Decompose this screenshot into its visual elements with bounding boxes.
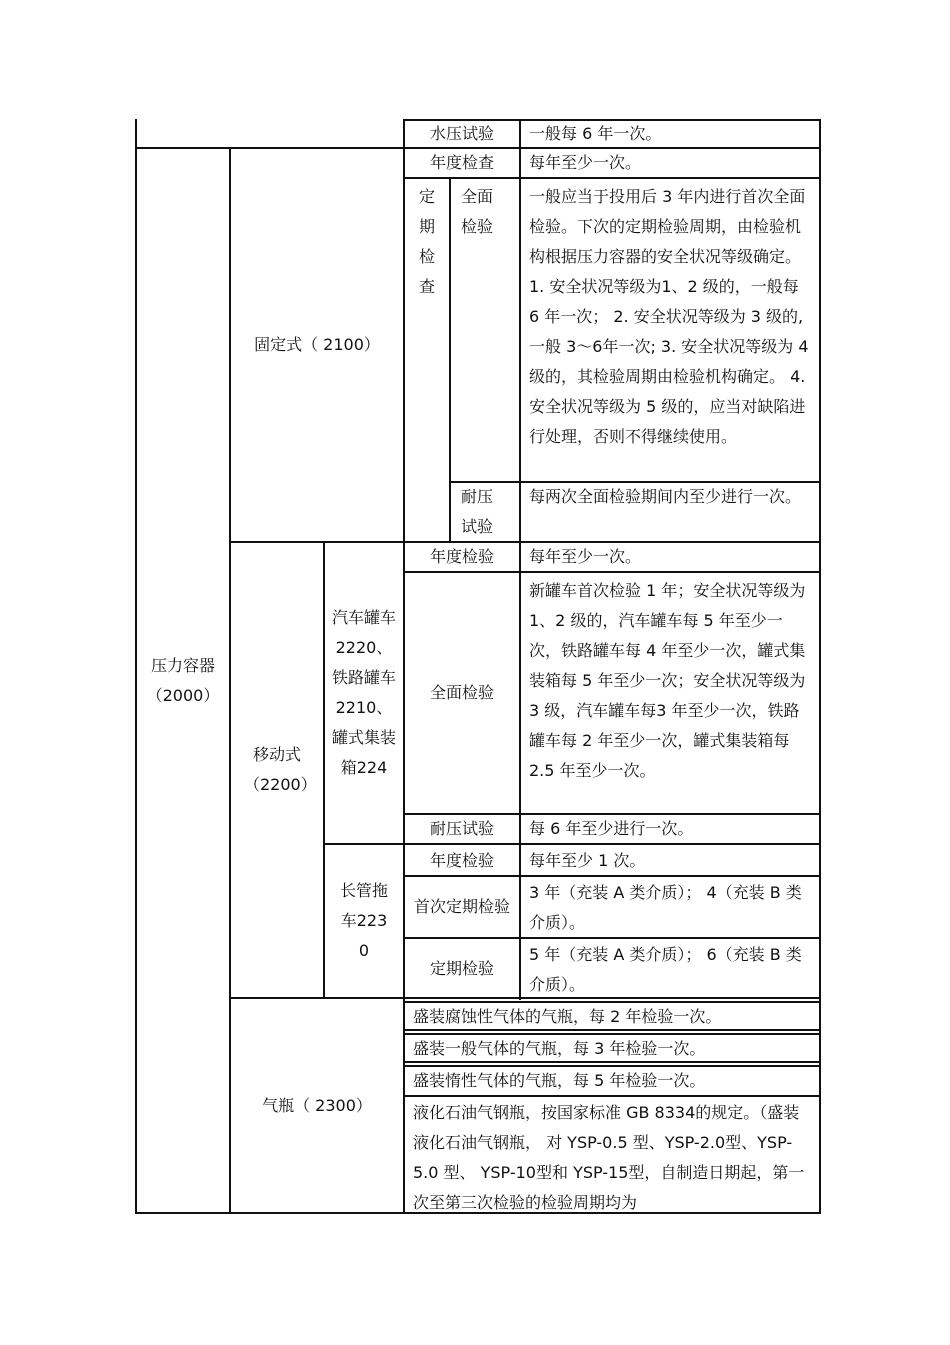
fixed-type-label: 固定式（ 2100） — [254, 335, 380, 354]
grid-line — [403, 813, 821, 815]
period-annual-check: 每年至少一次。 — [529, 153, 642, 172]
cylinder-corrosive: 盛装腐蚀性气体的气瓶，每 2 年检验一次。 — [413, 1007, 722, 1026]
item-hydro-test: 水压试验 — [429, 124, 494, 143]
cylinder-lpg: 液化石油气钢瓶，按国家标准 GB 8334的规定。（盛装液化石油气钢瓶， 对 YSP-0.5 型、YSP-2.0型、YSP-5.0 型、 YSP-10型和 YSP-15型，自制造日期起，第一次至第三次检验的检验周期均为 — [413, 1103, 805, 1212]
grid-line — [229, 148, 231, 1214]
grid-line — [403, 1061, 821, 1063]
period-tanker-pressure: 每 6 年至少进行一次。 — [529, 819, 694, 838]
grid-line — [449, 481, 821, 483]
item-tube-first: 首次定期检验 — [414, 897, 511, 916]
grid-line — [519, 119, 521, 1000]
grid-line — [229, 541, 821, 543]
cylinder-type-label: 气瓶（ 2300） — [262, 1096, 372, 1115]
item-pressure-test: 耐压试验 — [461, 487, 494, 536]
grid-line — [403, 571, 821, 573]
grid-line — [403, 875, 821, 877]
grid-line — [819, 119, 821, 1214]
period-hydro-test: 一般每 6 年一次。 — [529, 124, 662, 143]
item-tube-annual: 年度检验 — [429, 851, 494, 870]
grid-line — [135, 147, 821, 149]
item-full-inspection: 全面检验 — [461, 187, 494, 236]
grid-line — [323, 542, 325, 999]
grid-line — [403, 1095, 821, 1097]
period-tube-annual: 每年至少 1 次。 — [529, 851, 646, 870]
grid-line — [403, 1065, 821, 1067]
period-pressure-test: 每两次全面检验期间内至少进行一次。 — [529, 487, 802, 506]
item-tanker-full: 全面检验 — [429, 683, 494, 702]
item-tube-periodic: 定期检验 — [429, 959, 494, 978]
period-tanker-annual: 每年至少一次。 — [529, 547, 642, 566]
tube-trailer-label: 长管拖车2230 — [339, 881, 388, 960]
period-full-inspection: 一般应当于投用后 3 年内进行首次全面检验。下次的定期检验周期，由检验机构根据压力容器的安全状况等级确定。 1. 安全状况等级为1、2 级的，一般每 6 年一次； 2. 安全状况等级为 3 级的, 一般 3～6年一次; 3. 安全状况等级为 4级的，其检验周期由检验机构确定。 4. 安全状况等级为 5 级的，应当对缺陷进行处理，否则不得继续使用。 — [529, 187, 809, 446]
grid-line — [229, 997, 821, 999]
item-tanker-annual: 年度检验 — [429, 547, 494, 566]
category-pressure-vessel: 压力容器（2000） — [146, 655, 220, 705]
grid-line — [135, 1212, 821, 1214]
grid-line — [323, 843, 821, 845]
periodic-check-label: 定期检查 — [419, 187, 436, 296]
grid-line — [135, 119, 137, 1214]
period-tanker-full: 新罐车首次检验 1 年；安全状况等级为 1、2 级的，汽车罐车每 5 年至少一次，铁路罐车每 4 年至少一次，罐式集装箱每 5 年至少一次；安全状况等级为 3 级，汽车罐车每3 年至少一次，铁路罐车每 2 年至少一次，罐式集装箱每 2.5 年至少一次。 — [529, 581, 806, 780]
period-tube-periodic: 5 年（充装 A 类介质）； 6（充装 B 类介质）。 — [529, 945, 802, 994]
grid-line — [403, 1029, 821, 1031]
tanker-label: 汽车罐车2220、铁路罐车2210、罐式集装箱224 — [332, 608, 397, 777]
period-tube-first: 3 年（充装 A 类介质）； 4（充装 B 类介质）。 — [529, 883, 802, 932]
grid-line — [403, 937, 821, 939]
grid-line — [449, 178, 451, 542]
item-annual-check: 年度检查 — [429, 153, 494, 172]
grid-line — [403, 1001, 821, 1003]
grid-line — [403, 1033, 821, 1035]
cylinder-general: 盛装一般气体的气瓶，每 3 年检验一次。 — [413, 1039, 706, 1058]
grid-line — [403, 119, 821, 121]
grid-line — [403, 177, 821, 179]
mobile-type-label: 移动式（2200） — [244, 745, 317, 794]
item-tanker-pressure: 耐压试验 — [429, 819, 494, 838]
cylinder-inert: 盛装惰性气体的气瓶，每 5 年检验一次。 — [413, 1071, 706, 1090]
grid-line — [403, 119, 405, 1214]
